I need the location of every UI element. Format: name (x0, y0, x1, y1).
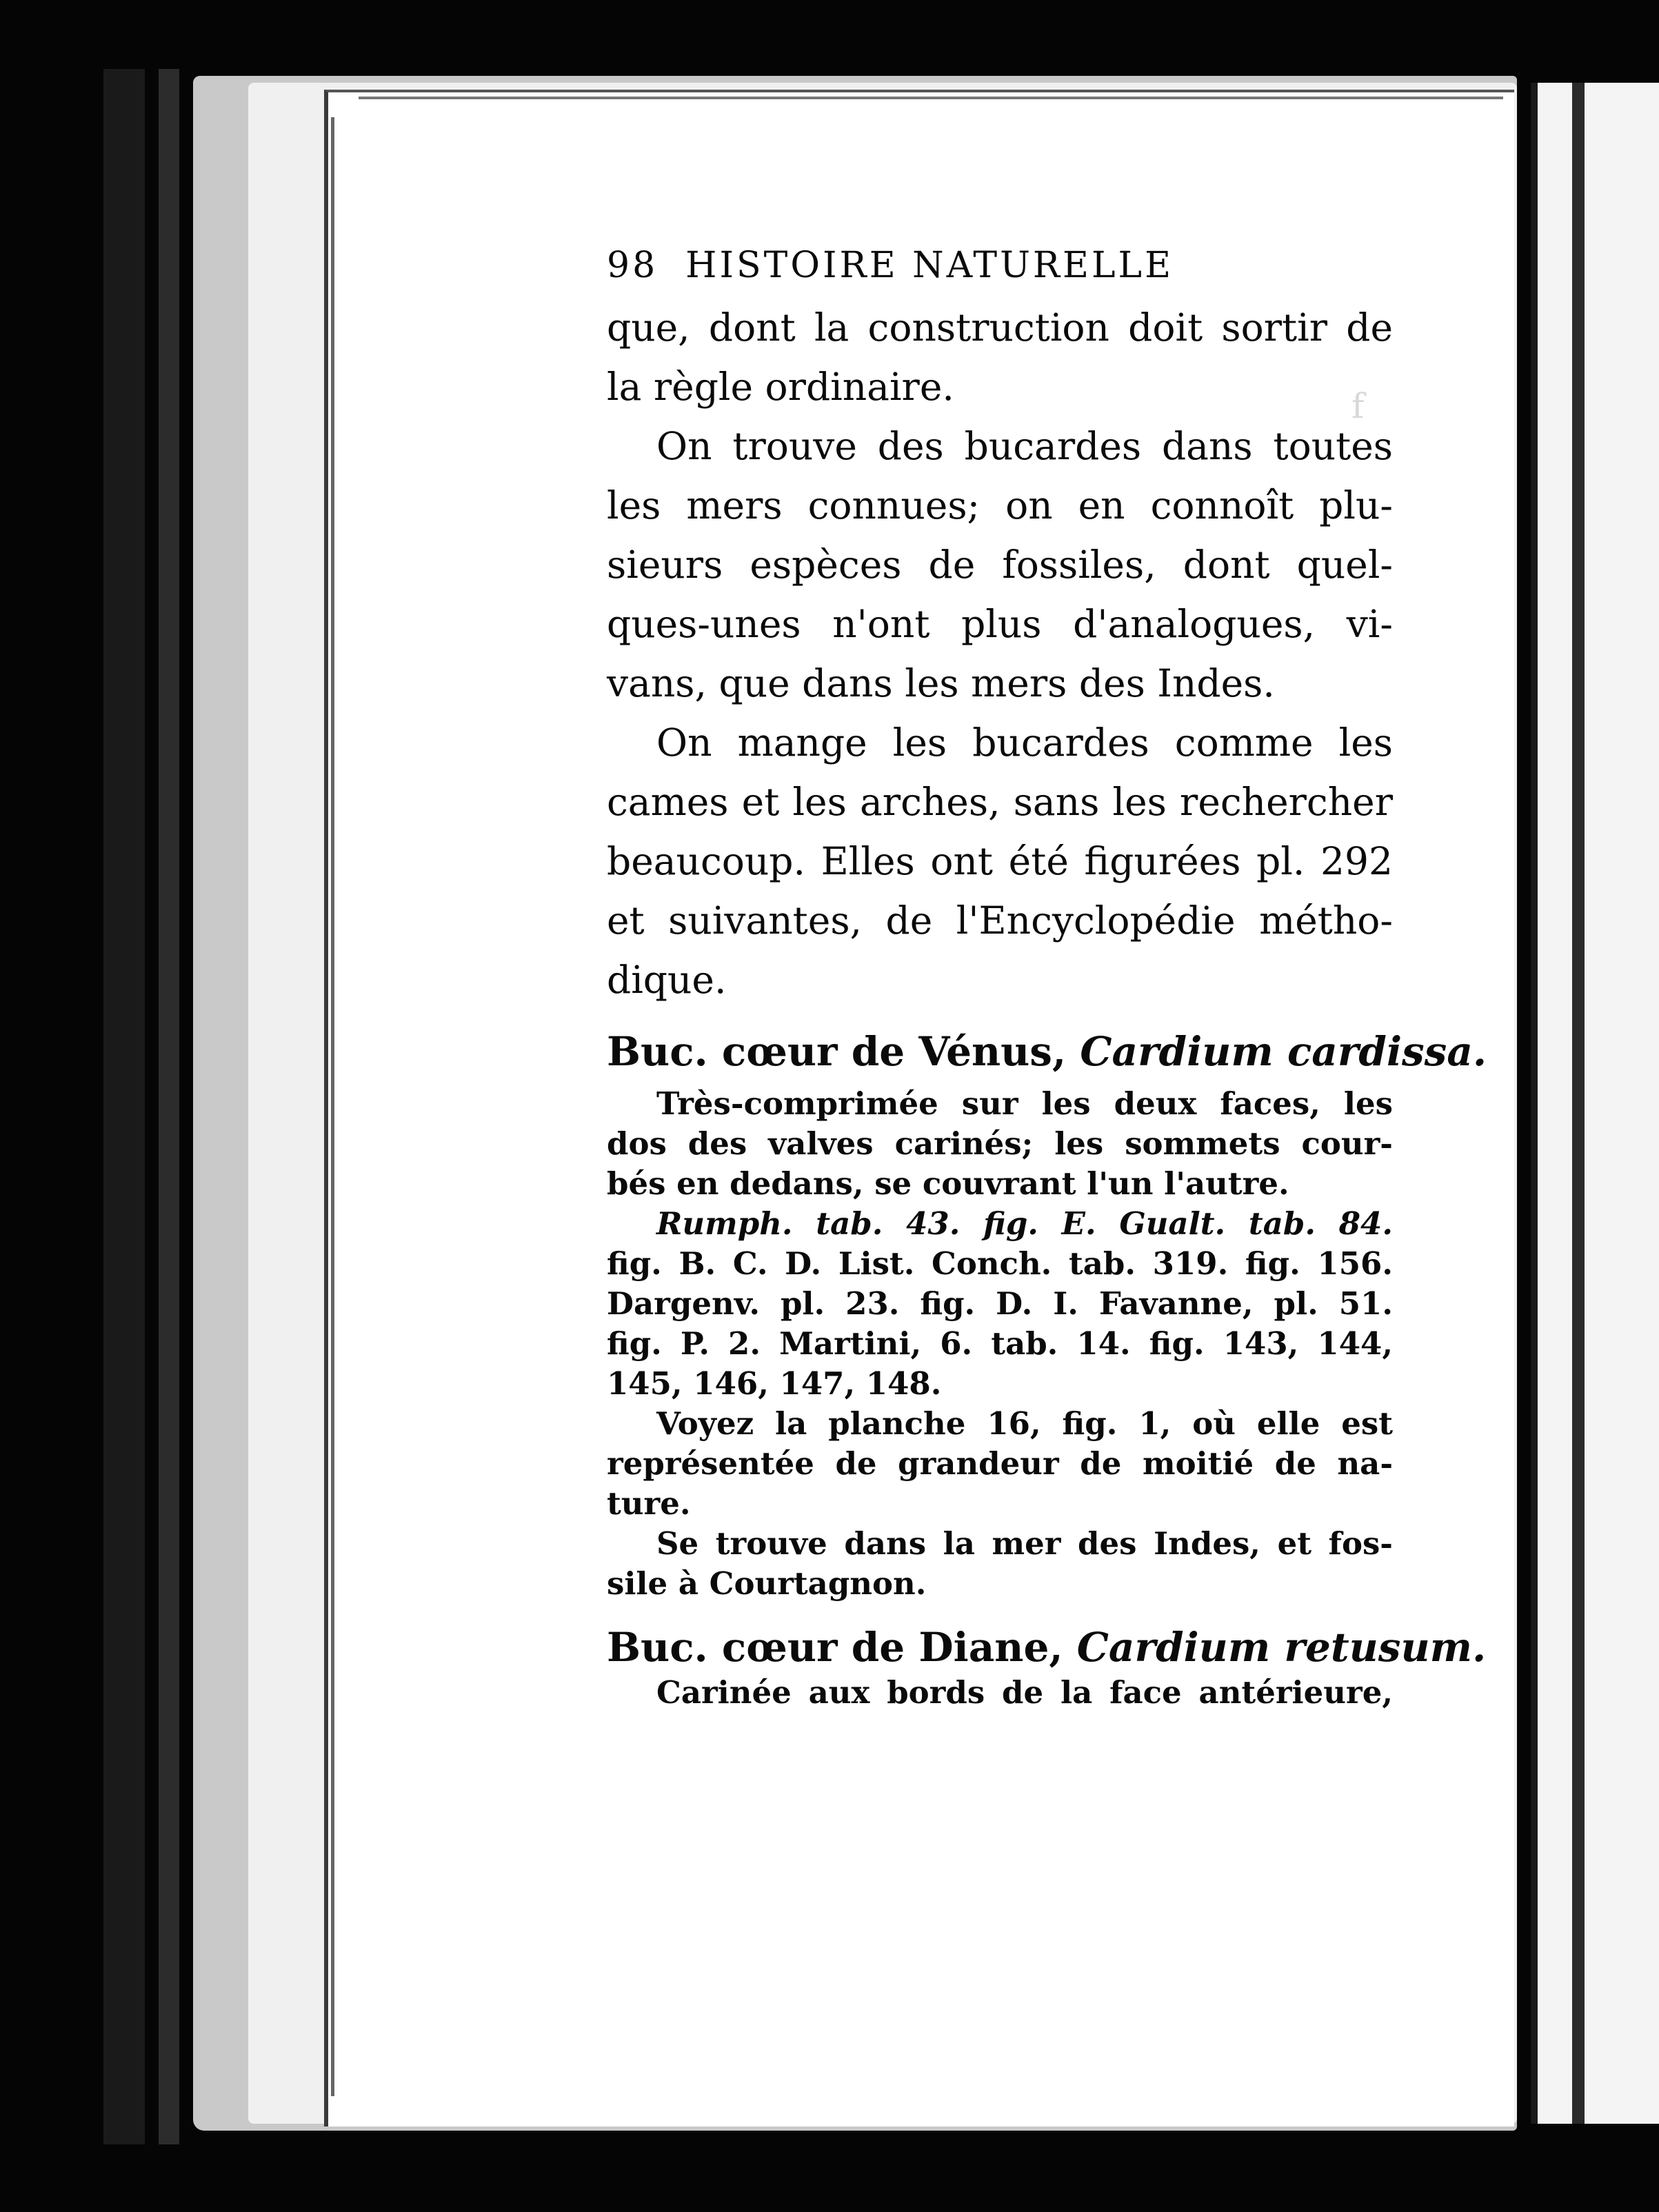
entry-line: dos des valves carinés; les sommets cour- (607, 1125, 1393, 1162)
facing-page-gutter (1572, 83, 1585, 2124)
body-line: et suivantes, de l'Encyclopédie métho- (607, 898, 1393, 943)
book-spine-shadow (159, 69, 179, 2144)
body-line: cames et les arches, sans les rechercher (607, 780, 1393, 824)
entry-line: bés en dedans, se couvrant l'un l'autre. (607, 1165, 1289, 1202)
body-line: la règle ordinaire. (607, 365, 954, 409)
body-line: sieurs espèces de fossiles, dont quel- (607, 543, 1393, 587)
book-spine-shadow (103, 69, 145, 2144)
species-heading (607, 1020, 1487, 1083)
species-common-name: Buc. cœur de Diane, (607, 1624, 1063, 1671)
entry-line: sile à Courtagnon. (607, 1565, 927, 1602)
entry-line: 145, 146, 147, 148. (607, 1365, 942, 1402)
body-line: que, dont la construction doit sortir de (607, 305, 1393, 350)
entry-line: fig. P. 2. Martini, 6. tab. 14. fig. 143, 144, (607, 1325, 1393, 1362)
entry-line: Voyez la planche 16, fig. 1, où elle est (656, 1405, 1393, 1442)
entry-line: Se trouve dans la mer des Indes, et fos- (656, 1525, 1393, 1562)
entry-line: ture. (607, 1485, 691, 1522)
body-line: les mers connues; on en connoît plu- (607, 483, 1393, 527)
facing-page-edge (1531, 83, 1659, 2124)
body-line: ques-unes n'ont plus d'analogues, vi- (607, 602, 1393, 646)
entry-line: Carinée aux bords de la face antérieure, (656, 1674, 1393, 1711)
entry-line: Rumph. tab. 43. fig. E. Gualt. tab. 84. (656, 1205, 1393, 1242)
species-latin-name: Cardium retusum. (1076, 1624, 1487, 1671)
body-line: On trouve des bucardes dans toutes (656, 424, 1393, 468)
body-line: dique. (607, 958, 727, 1002)
page-number: 98 (607, 245, 658, 286)
running-head (607, 234, 1393, 296)
body-line: vans, que dans les mers des Indes. (607, 661, 1275, 705)
bleed-through-text: f (1351, 386, 1365, 426)
species-heading (607, 1616, 1487, 1678)
text-block (607, 234, 1487, 1711)
entry-line: fig. B. C. D. List. Conch. tab. 319. fig. 156. (607, 1245, 1393, 1282)
species-latin-name: Cardium cardissa. (1080, 1028, 1487, 1075)
page-edge-line (331, 117, 334, 2096)
entry-line: Dargenv. pl. 23. fig. D. I. Favanne, pl. 51. (607, 1285, 1393, 1322)
running-title: HISTOIRE NATURELLE (685, 245, 1174, 286)
page-edge-line (359, 97, 1503, 99)
body-line: On mange les bucardes comme les (656, 721, 1393, 765)
entry-line: représentée de grandeur de moitié de na- (607, 1445, 1393, 1482)
body-line: beaucoup. Elles ont été figurées pl. 292 (607, 839, 1393, 883)
entry-line: Très-comprimée sur les deux faces, les (656, 1085, 1393, 1122)
species-common-name: Buc. cœur de Vénus, (607, 1028, 1067, 1075)
